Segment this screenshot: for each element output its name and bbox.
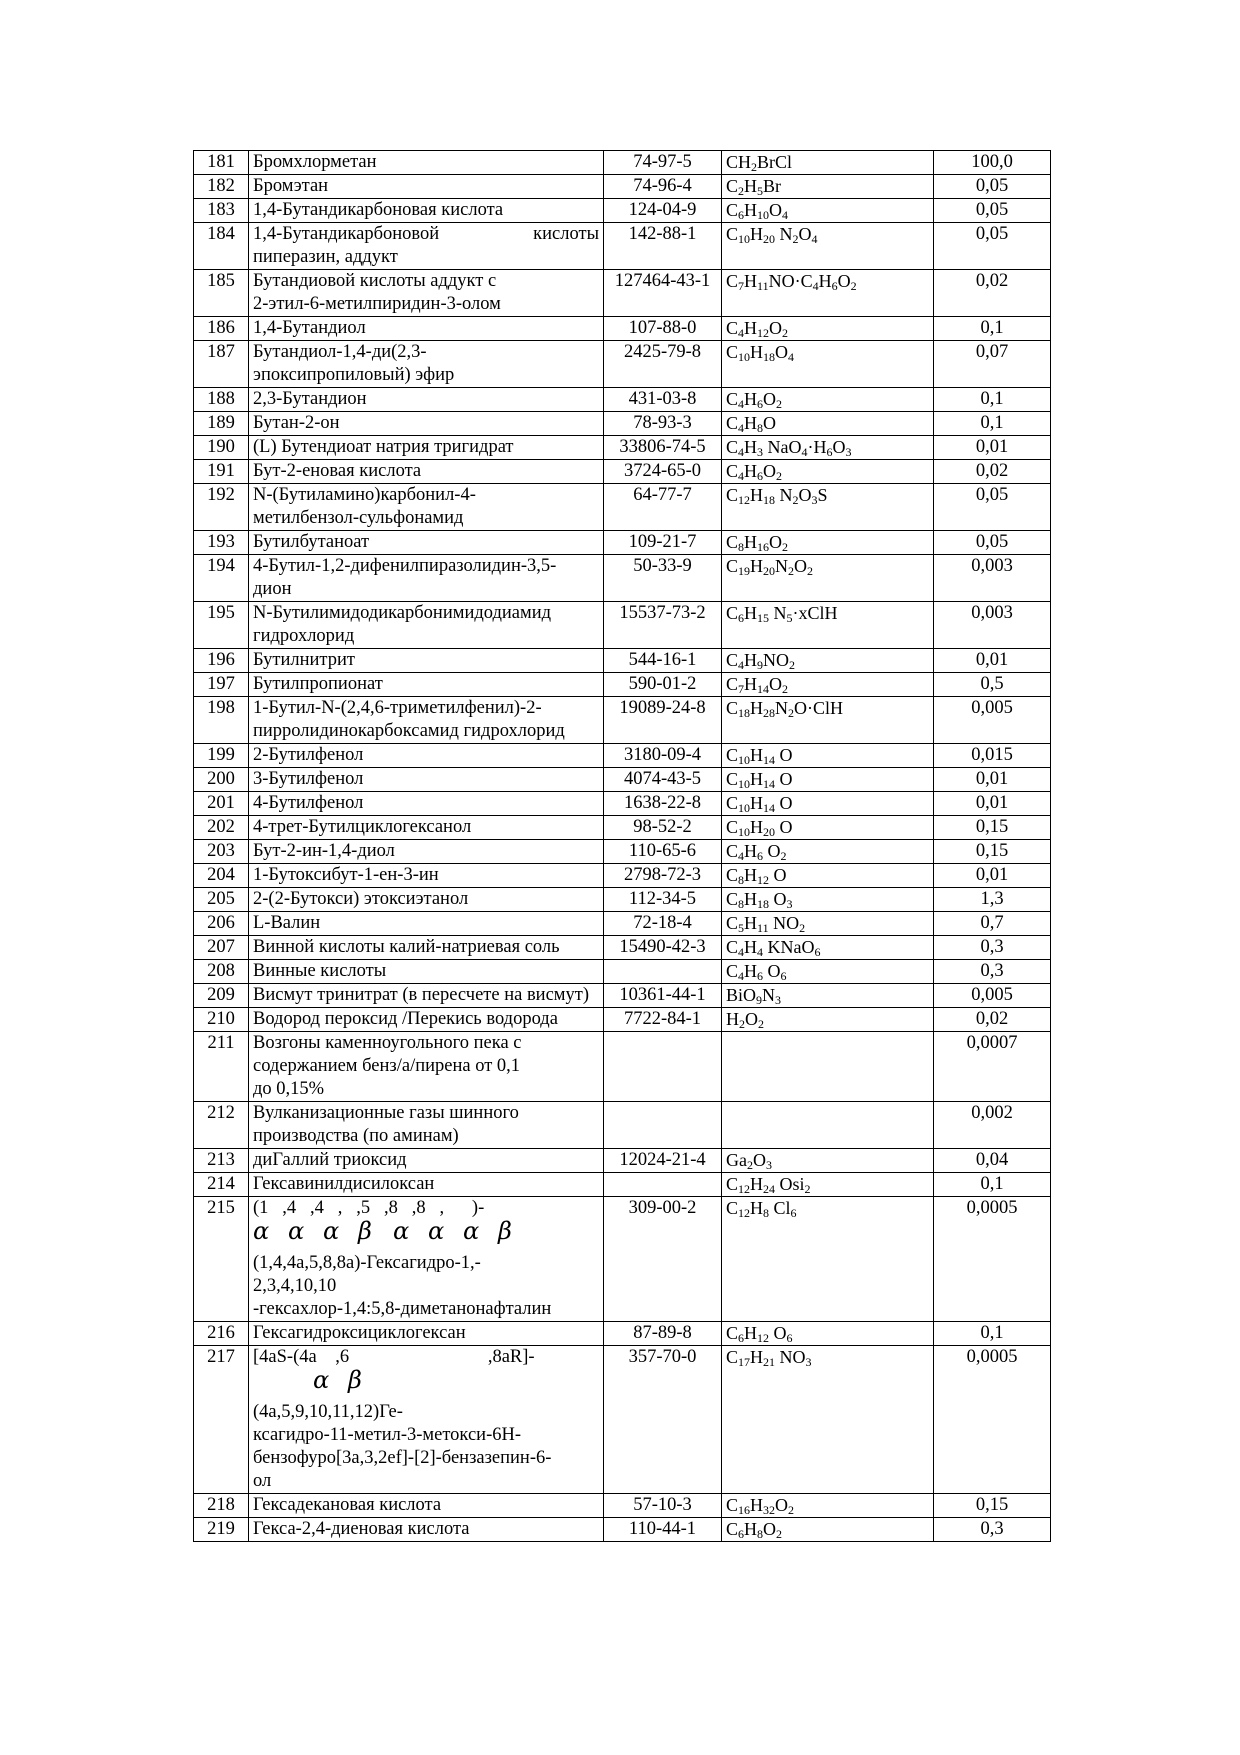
table-row: [194, 1008, 1051, 1032]
cas-number: 110-65-6: [604, 840, 722, 864]
substances-table: [193, 150, 1051, 1542]
table-row: [194, 412, 1051, 436]
table-row: [194, 317, 1051, 341]
chemical-formula: $C_{10}H_{14}$ O: [722, 744, 934, 768]
limit-value: 0,05: [934, 223, 1051, 270]
chemical-formula: $Ga_2O_3$: [722, 1149, 934, 1173]
limit-value: 0,005: [934, 984, 1051, 1008]
row-number: 181: [194, 151, 249, 175]
substance-name: [249, 840, 604, 864]
limit-value: 0,07: [934, 341, 1051, 388]
limit-value: 0,0005: [934, 1346, 1051, 1494]
table-row: [194, 888, 1051, 912]
chemical-formula: $C_4H_6O_2$: [722, 460, 934, 484]
substance-name: [249, 388, 604, 412]
chemical-formula: $C_4H_6$ $O_2$: [722, 840, 934, 864]
substance-name-text: 1-Бутоксибут-1-ен-3-ин: [253, 865, 439, 885]
limit-value: 0,05: [934, 199, 1051, 223]
cas-number: [604, 1173, 722, 1197]
greek-symbol: β: [498, 1217, 512, 1245]
substance-name: [249, 984, 604, 1008]
limit-value: 0,1: [934, 388, 1051, 412]
substance-name-text: N-Бутилимидодикарбонимидодиамид гидрохлорид: [253, 603, 552, 646]
row-number: 213: [194, 1149, 249, 1173]
substance-name: [249, 1102, 604, 1149]
cas-number: [604, 1102, 722, 1149]
chemical-formula: $C_{12}H_8$ $Cl_6$: [722, 1197, 934, 1322]
row-number: 187: [194, 341, 249, 388]
substance-name: [249, 697, 604, 744]
chemical-formula: $C_6H_8O_2$: [722, 1518, 934, 1542]
chemical-formula: $C_{10}H_{14}$ O: [722, 792, 934, 816]
cas-number: 78-93-3: [604, 412, 722, 436]
row-number: 199: [194, 744, 249, 768]
table-row: [194, 1322, 1051, 1346]
chemical-formula: $C_4H_8O$: [722, 412, 934, 436]
table-row: [194, 341, 1051, 388]
substance-name: [249, 744, 604, 768]
chemical-formula: $C_6H_{10}O_4$: [722, 199, 934, 223]
chemical-formula: $H_2O_2$: [722, 1008, 934, 1032]
substance-name-text: Бут-2-ин-1,4-диол: [253, 841, 395, 861]
substance-name-text: 1,4-Бутандикарбоновой кислоты пиперазин, аддукт: [253, 224, 599, 267]
substance-name: [249, 412, 604, 436]
row-number: 200: [194, 768, 249, 792]
chemical-formula: $C_4H_3$ $NaO_4\cdot H_6O_3$: [722, 436, 934, 460]
substance-name-text: Бутилпропионат: [253, 674, 383, 694]
cas-number: 4074-43-5: [604, 768, 722, 792]
substance-name-text: Винной кислоты калий-натриевая соль: [253, 937, 560, 957]
substance-name-text: Вулканизационные газы шинного производства (по аминам): [253, 1103, 519, 1146]
table-row: [194, 1494, 1051, 1518]
table-row: [194, 531, 1051, 555]
row-number: 203: [194, 840, 249, 864]
table-row: [194, 1149, 1051, 1173]
cas-number: 12024-21-4: [604, 1149, 722, 1173]
limit-value: 0,1: [934, 1322, 1051, 1346]
limit-value: 0,1: [934, 1173, 1051, 1197]
limit-value: 0,04: [934, 1149, 1051, 1173]
chemical-formula: $BiO_9N_3$: [722, 984, 934, 1008]
substance-name-text: (1,4,4a,5,8,8a)-Гексагидро-1,- 2,3,4,10,10 -гексахлор-1,4:5,8-диметанонафталин: [253, 1253, 552, 1319]
table-row: [194, 602, 1051, 649]
table-row: [194, 1032, 1051, 1102]
substance-name-text: N-(Бутиламино)карбонил-4- метилбензол-сульфонамид: [253, 485, 476, 528]
table-row: [194, 912, 1051, 936]
cas-number: 590-01-2: [604, 673, 722, 697]
stereo-prefix: (1 ,4 ,4 , ,5 ,8 ,8 , )-: [253, 1198, 485, 1218]
limit-value: 0,3: [934, 936, 1051, 960]
substance-name: [249, 768, 604, 792]
cas-number: 98-52-2: [604, 816, 722, 840]
cas-number: 110-44-1: [604, 1518, 722, 1542]
substance-name: [249, 341, 604, 388]
chemical-formula: $CH_2BrCl$: [722, 151, 934, 175]
cas-number: 19089-24-8: [604, 697, 722, 744]
substance-name-text: (4a,5,9,10,11,12)Ге- ксагидро-11-метил-3-метокси-6H- бензофуро[3a,3,2ef]-[2]-бензазепин-6- ол: [253, 1402, 552, 1491]
row-number: 189: [194, 412, 249, 436]
row-number: 194: [194, 555, 249, 602]
table-row: [194, 673, 1051, 697]
greek-symbol: α: [288, 1217, 305, 1245]
chemical-formula: $C_6H_{12}$ $O_6$: [722, 1322, 934, 1346]
substance-name: [249, 1518, 604, 1542]
chemical-formula: $C_{10}H_{14}$ O: [722, 768, 934, 792]
limit-value: 0,01: [934, 864, 1051, 888]
limit-value: 0,002: [934, 1102, 1051, 1149]
table-row: [194, 649, 1051, 673]
greek-symbol: β: [358, 1217, 372, 1245]
cas-number: 74-96-4: [604, 175, 722, 199]
chemical-formula: $C_{17}H_{21}$ $NO_3$: [722, 1346, 934, 1494]
cas-number: 64-77-7: [604, 484, 722, 531]
cas-number: 357-70-0: [604, 1346, 722, 1494]
table-row: [194, 1518, 1051, 1542]
cas-number: 7722-84-1: [604, 1008, 722, 1032]
limit-value: 0,1: [934, 412, 1051, 436]
substance-name: [249, 555, 604, 602]
substance-name: [249, 1346, 604, 1494]
limit-value: 0,01: [934, 768, 1051, 792]
substance-name-text: Гексагидроксициклогексан: [253, 1323, 466, 1343]
cas-number: 309-00-2: [604, 1197, 722, 1322]
substance-name: [249, 270, 604, 317]
table-row: [194, 270, 1051, 317]
cas-number: 124-04-9: [604, 199, 722, 223]
substance-name-text: 2-Бутилфенол: [253, 745, 364, 765]
substance-name: [249, 602, 604, 649]
chemical-formula: $C_{10}H_{20}$ $N_2O_4$: [722, 223, 934, 270]
chemical-formula: [722, 1032, 934, 1102]
table-row: [194, 151, 1051, 175]
cas-number: 127464-43-1: [604, 270, 722, 317]
row-number: 214: [194, 1173, 249, 1197]
greek-symbol: α: [323, 1217, 340, 1245]
limit-value: 0,003: [934, 555, 1051, 602]
substance-name: [249, 1322, 604, 1346]
substance-name: [249, 1197, 604, 1322]
row-number: 197: [194, 673, 249, 697]
table-row: [194, 199, 1051, 223]
limit-value: 0,3: [934, 1518, 1051, 1542]
table-row: [194, 436, 1051, 460]
chemical-formula: $C_{10}H_{18}O_4$: [722, 341, 934, 388]
row-number: 190: [194, 436, 249, 460]
substance-name-text: Возгоны каменноугольного пека с содержанием бенз/а/пирена от 0,1 до 0,15%: [253, 1033, 522, 1099]
row-number: 207: [194, 936, 249, 960]
stereo-prefix: [4aS-(4a ,6 ,8aR]-: [253, 1347, 535, 1367]
cas-number: 15537-73-2: [604, 602, 722, 649]
substance-name-text: Винные кислоты: [253, 961, 387, 981]
greek-symbol: β: [348, 1366, 362, 1394]
substance-name: [249, 531, 604, 555]
table-row: [194, 1197, 1051, 1322]
row-number: 208: [194, 960, 249, 984]
row-number: 183: [194, 199, 249, 223]
limit-value: 0,15: [934, 1494, 1051, 1518]
limit-value: 0,5: [934, 673, 1051, 697]
substance-name: [249, 888, 604, 912]
chemical-formula: $C_8H_{12}$ O: [722, 864, 934, 888]
substance-name-text: 4-трет-Бутилциклогексанол: [253, 817, 472, 837]
chemical-formula: $C_5H_{11}$ $NO_2$: [722, 912, 934, 936]
substance-name: [249, 223, 604, 270]
substance-name-text: Бутан-2-он: [253, 413, 340, 433]
table-row: [194, 816, 1051, 840]
substance-name-text: (L) Бутендиоат натрия тригидрат: [253, 437, 514, 457]
substance-name: [249, 317, 604, 341]
cas-number: 544-16-1: [604, 649, 722, 673]
limit-value: 0,005: [934, 697, 1051, 744]
row-number: 192: [194, 484, 249, 531]
table-row: [194, 960, 1051, 984]
cas-number: [604, 960, 722, 984]
substance-name-text: Бутандиовой кислоты аддукт с 2-этил-6-метилпиридин-3-олом: [253, 271, 501, 314]
table-row: [194, 792, 1051, 816]
substance-name: [249, 1173, 604, 1197]
substance-name-text: Бромэтан: [253, 176, 329, 196]
chemical-formula: $C_7H_{11}NO\cdot C_4H_6O_2$: [722, 270, 934, 317]
table-row: [194, 744, 1051, 768]
limit-value: 0,0007: [934, 1032, 1051, 1102]
chemical-formula: $C_4H_6$ $O_6$: [722, 960, 934, 984]
substance-name: [249, 1032, 604, 1102]
substance-name-text: Бутилбутаноат: [253, 532, 370, 552]
chemical-formula: $C_{12}H_{18}$ $N_2O_3S$: [722, 484, 934, 531]
cas-number: 109-21-7: [604, 531, 722, 555]
limit-value: 0,003: [934, 602, 1051, 649]
cas-number: 2798-72-3: [604, 864, 722, 888]
substance-name-text: L-Валин: [253, 913, 321, 933]
row-number: 198: [194, 697, 249, 744]
row-number: 191: [194, 460, 249, 484]
substance-name-text: Висмут тринитрат (в пересчете на висмут): [253, 985, 589, 1005]
substance-name-text: 4-Бутилфенол: [253, 793, 364, 813]
row-number: 205: [194, 888, 249, 912]
cas-number: 112-34-5: [604, 888, 722, 912]
substance-name-text: диГаллий триоксид: [253, 1150, 407, 1170]
row-number: 216: [194, 1322, 249, 1346]
row-number: 215: [194, 1197, 249, 1322]
substance-name: [249, 649, 604, 673]
cas-number: 3724-65-0: [604, 460, 722, 484]
row-number: 206: [194, 912, 249, 936]
chemical-formula: $C_4H_4$ KNaO$_6$: [722, 936, 934, 960]
substance-name: [249, 1008, 604, 1032]
row-number: 209: [194, 984, 249, 1008]
cas-number: 50-33-9: [604, 555, 722, 602]
chemical-formula: $C_{12}H_{24}$ Osi$_2$: [722, 1173, 934, 1197]
row-number: 186: [194, 317, 249, 341]
substance-name-text: Гексавинилдисилоксан: [253, 1174, 435, 1194]
substance-name: [249, 792, 604, 816]
limit-value: 1,3: [934, 888, 1051, 912]
cas-number: 1638-22-8: [604, 792, 722, 816]
substance-name: [249, 816, 604, 840]
limit-value: 0,05: [934, 484, 1051, 531]
chemical-formula: $C_4H_{12}O_2$: [722, 317, 934, 341]
substance-name-text: 1-Бутил-N-(2,4,6-триметилфенил)-2- пирролидинокарбоксамид гидрохлорид: [253, 698, 565, 741]
limit-value: 0,15: [934, 816, 1051, 840]
row-number: 196: [194, 649, 249, 673]
cas-number: 431-03-8: [604, 388, 722, 412]
table-row: [194, 223, 1051, 270]
substance-name: [249, 151, 604, 175]
substance-name-text: 2,3-Бутандион: [253, 389, 367, 409]
substance-name: [249, 936, 604, 960]
row-number: 193: [194, 531, 249, 555]
chemical-formula: [722, 1102, 934, 1149]
limit-value: 100,0: [934, 151, 1051, 175]
limit-value: 0,02: [934, 1008, 1051, 1032]
substance-name-text: Гексадекановая кислота: [253, 1495, 442, 1515]
chemical-formula: $C_4H_9NO_2$: [722, 649, 934, 673]
substance-name-text: Гекса-2,4-диеновая кислота: [253, 1519, 470, 1539]
cas-number: 2425-79-8: [604, 341, 722, 388]
table-row: [194, 984, 1051, 1008]
substance-name: [249, 864, 604, 888]
cas-number: 74-97-5: [604, 151, 722, 175]
table-row: [194, 936, 1051, 960]
substance-name: [249, 175, 604, 199]
row-number: 217: [194, 1346, 249, 1494]
substance-name: [249, 1494, 604, 1518]
table-row: [194, 1102, 1051, 1149]
limit-value: 0,02: [934, 460, 1051, 484]
row-number: 195: [194, 602, 249, 649]
substance-name-text: Бутандиол-1,4-ди(2,3- эпоксипропиловый) эфир: [253, 342, 455, 385]
substance-name: [249, 199, 604, 223]
table-row: [194, 484, 1051, 531]
limit-value: 0,1: [934, 317, 1051, 341]
cas-number: 15490-42-3: [604, 936, 722, 960]
substance-name-text: 3-Бутилфенол: [253, 769, 364, 789]
substance-name: [249, 484, 604, 531]
chemical-formula: $C_6H_{15}$ $N_5\cdot xClH$: [722, 602, 934, 649]
cas-number: 107-88-0: [604, 317, 722, 341]
cas-number: 33806-74-5: [604, 436, 722, 460]
limit-value: 0,01: [934, 649, 1051, 673]
chemical-formula: $C_8H_{18}$ $O_3$: [722, 888, 934, 912]
table-row: [194, 1173, 1051, 1197]
cas-number: 3180-09-4: [604, 744, 722, 768]
greek-symbol: α: [313, 1366, 330, 1394]
substance-name-text: 4-Бутил-1,2-дифенилпиразолидин-3,5- дион: [253, 556, 557, 599]
table-row: [194, 175, 1051, 199]
table-row: [194, 864, 1051, 888]
cas-number: 57-10-3: [604, 1494, 722, 1518]
substance-name: [249, 960, 604, 984]
cas-number: [604, 1032, 722, 1102]
substance-name: [249, 460, 604, 484]
row-number: 211: [194, 1032, 249, 1102]
chemical-formula: $C_8H_{16}O_2$: [722, 531, 934, 555]
row-number: 218: [194, 1494, 249, 1518]
substances-table-body: [194, 151, 1051, 1542]
substance-name-text: Бутилнитрит: [253, 650, 355, 670]
stereo-greek-symbols: [253, 1217, 599, 1252]
substance-name-text: Бромхлорметан: [253, 152, 377, 172]
chemical-formula: $C_{19}H_{20}N_2O_2$: [722, 555, 934, 602]
substance-name: [249, 912, 604, 936]
chemical-formula: $C_4H_6O_2$: [722, 388, 934, 412]
greek-symbol: α: [428, 1217, 445, 1245]
chemical-formula: $C_7H_{14}O_2$: [722, 673, 934, 697]
limit-value: 0,01: [934, 792, 1051, 816]
substance-name: [249, 436, 604, 460]
row-number: 184: [194, 223, 249, 270]
substance-name-text: 1,4-Бутандикарбоновая кислота: [253, 200, 504, 220]
table-row: [194, 388, 1051, 412]
limit-value: 0,015: [934, 744, 1051, 768]
substance-name-text: 1,4-Бутандиол: [253, 318, 366, 338]
table-row: [194, 460, 1051, 484]
cas-number: 10361-44-1: [604, 984, 722, 1008]
limit-value: 0,05: [934, 175, 1051, 199]
table-row: [194, 840, 1051, 864]
row-number: 210: [194, 1008, 249, 1032]
row-number: 201: [194, 792, 249, 816]
row-number: 185: [194, 270, 249, 317]
table-row: [194, 1346, 1051, 1494]
cas-number: 142-88-1: [604, 223, 722, 270]
limit-value: 0,3: [934, 960, 1051, 984]
row-number: 204: [194, 864, 249, 888]
substance-name-text: 2-(2-Бутокси) этоксиэтанол: [253, 889, 469, 909]
chemical-formula: $C_2H_5Br$: [722, 175, 934, 199]
table-row: [194, 697, 1051, 744]
limit-value: 0,05: [934, 531, 1051, 555]
row-number: 212: [194, 1102, 249, 1149]
cas-number: 72-18-4: [604, 912, 722, 936]
table-row: [194, 768, 1051, 792]
row-number: 202: [194, 816, 249, 840]
substance-name-text: Водород пероксид /Перекись водорода: [253, 1009, 558, 1029]
limit-value: 0,7: [934, 912, 1051, 936]
substance-name: [249, 673, 604, 697]
limit-value: 0,0005: [934, 1197, 1051, 1322]
limit-value: 0,15: [934, 840, 1051, 864]
chemical-formula: $C_{18}H_{28}N_2O\cdot ClH$: [722, 697, 934, 744]
stereo-greek-symbols: [253, 1366, 599, 1401]
row-number: 219: [194, 1518, 249, 1542]
substance-name-text: Бут-2-еновая кислота: [253, 461, 422, 481]
table-row: [194, 555, 1051, 602]
cas-number: 87-89-8: [604, 1322, 722, 1346]
row-number: 182: [194, 175, 249, 199]
greek-symbol: α: [463, 1217, 480, 1245]
chemical-formula: $C_{16}H_{32}O_2$: [722, 1494, 934, 1518]
limit-value: 0,01: [934, 436, 1051, 460]
limit-value: 0,02: [934, 270, 1051, 317]
row-number: 188: [194, 388, 249, 412]
chemical-formula: $C_{10}H_{20}$ O: [722, 816, 934, 840]
substance-name: [249, 1149, 604, 1173]
greek-symbol: α: [393, 1217, 410, 1245]
greek-symbol: α: [253, 1217, 270, 1245]
